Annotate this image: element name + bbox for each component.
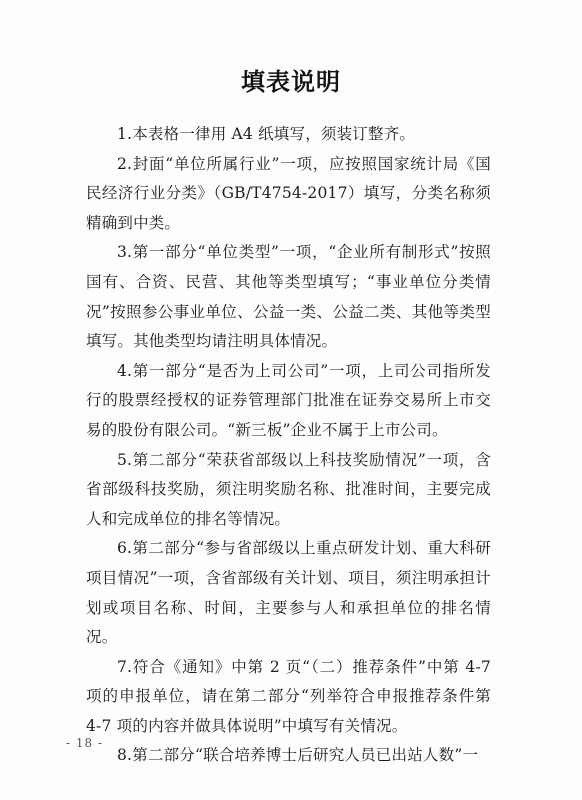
- instruction-paragraph-2: 2.封面“单位所属行业”一项，应按照国家统计局《国民经济行业分类》（GB/T4754-2017）填写，分类名称须精确到中类。: [86, 154, 491, 232]
- instruction-paragraph-3: 3.第一部分“单位类型”一项，“企业所有制形式”按照国有、合资、民营、其他等类型填写；“事业单位分类情况”按照参公事业单位、公益一类、公益二类、其他等类型填写。其他类型均请注明具体情况。: [86, 243, 491, 351]
- instruction-paragraph-6: 6.第二部分“参与省部级以上重点研发计划、重大科研项目情况”一项，含省部级有关计划、项目，须注明承担计划或项目名称、时间，主要参与人和承担单位的排名情况。: [86, 539, 491, 647]
- page-number: - 18 -: [66, 736, 104, 750]
- instruction-paragraph-8: 8.第二部分“联合培养博士后研究人员已出站人数”一: [117, 746, 479, 765]
- instruction-paragraph-4: 4.第一部分“是否为上司公司”一项，上司公司指所发行的股票经授权的证券管理部门批准在证券交易所上市交易的股份有限公司。“新三板”企业不属于上市公司。: [86, 361, 491, 439]
- instruction-paragraph-5: 5.第二部分“荣获省部级以上科技奖励情况”一项，含省部级科技奖励，须注明奖励名称、批准时间，主要完成人和完成单位的排名等情况。: [86, 450, 491, 528]
- instruction-paragraph-1: 1.本表格一律用 A4 纸填写，须装订整齐。: [117, 125, 416, 143]
- instructions-body: [86, 120, 491, 771]
- page-title: 填表说明: [241, 67, 341, 96]
- instruction-paragraph-7: 7.符合《通知》中第 2 页“（二）推荐条件”中第 4-7 项的申报单位，请在第二部分“列举符合申报推荐条件第 4-7 项的内容并做具体说明”中填写有关情况。: [86, 657, 491, 735]
